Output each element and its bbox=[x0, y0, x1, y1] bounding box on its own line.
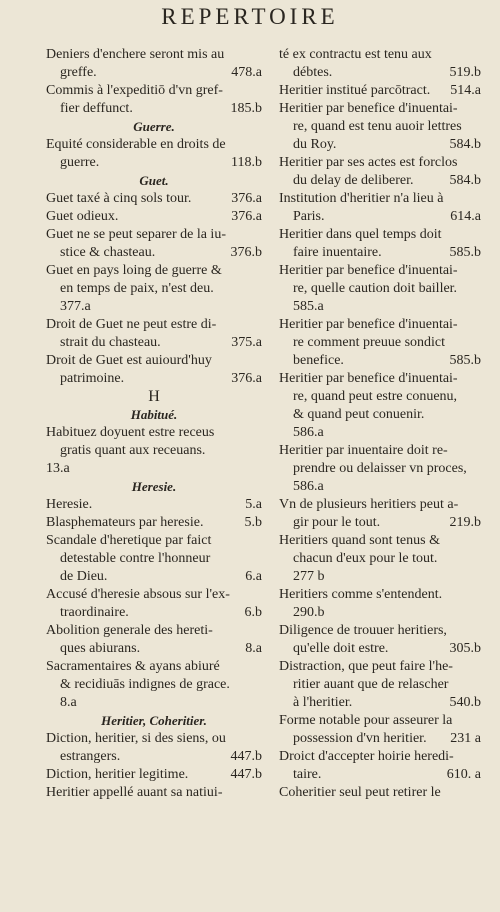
entry-text: du delay de deliberer. bbox=[293, 173, 414, 188]
index-entry bbox=[46, 298, 262, 316]
index-entry bbox=[279, 172, 481, 190]
right-index-column bbox=[279, 46, 481, 802]
folio-reference: 305.b bbox=[449, 641, 481, 656]
entry-text: à l'heritier. bbox=[293, 695, 353, 710]
index-entry bbox=[46, 226, 262, 244]
entry-text: Heresie. bbox=[131, 479, 177, 494]
entry-text: débtes. bbox=[293, 65, 333, 80]
index-entry bbox=[279, 406, 481, 424]
folio-reference: 585.b bbox=[449, 245, 481, 260]
index-entry bbox=[46, 586, 262, 604]
entry-text: Coheritier seul peut retirer le bbox=[279, 785, 441, 800]
folio-reference: 375.a bbox=[231, 335, 262, 350]
folio-reference: 478.a bbox=[231, 65, 262, 80]
index-entry bbox=[46, 532, 262, 550]
index-entry bbox=[279, 586, 481, 604]
entry-text: Habituez doyuent estre receus bbox=[46, 425, 215, 440]
entry-text: Diction, heritier legitime. bbox=[46, 767, 189, 782]
entry-text: prendre ou delaisser vn proces, bbox=[293, 461, 467, 476]
index-entry bbox=[279, 424, 481, 442]
entry-text: patrimoine. bbox=[60, 371, 125, 386]
index-entry bbox=[46, 244, 262, 262]
entry-text: gratis quant aux receuans. bbox=[60, 443, 206, 458]
index-entry bbox=[279, 334, 481, 352]
entry-text: Heritiers quand sont tenus & bbox=[279, 533, 440, 548]
entry-text: ques abiurans. bbox=[60, 641, 141, 656]
entry-text: du Roy. bbox=[293, 137, 337, 152]
entry-text: Heritier institué parcōtract. bbox=[279, 83, 431, 98]
index-entry bbox=[46, 352, 262, 370]
folio-reference: 185.b bbox=[230, 101, 262, 116]
index-entry bbox=[279, 694, 481, 712]
index-entry bbox=[279, 514, 481, 532]
index-entry bbox=[279, 748, 481, 766]
entry-text: Guet. bbox=[139, 173, 169, 188]
entry-text: taire. bbox=[293, 767, 322, 782]
index-entry bbox=[279, 136, 481, 154]
running-head: REPERTOIRE bbox=[161, 4, 339, 29]
entry-text: benefice. bbox=[293, 353, 344, 368]
entry-text: Blasphemateurs par heresie. bbox=[46, 515, 204, 530]
entry-text: Accusé d'heresie absous sur l'ex- bbox=[46, 587, 230, 602]
entry-text: Vn de plusieurs heritiers peut a- bbox=[279, 497, 459, 512]
folio-reference: 376.a bbox=[231, 191, 262, 206]
entry-text: Droit de Guet est auiourd'huy bbox=[46, 353, 212, 368]
index-entry bbox=[46, 316, 262, 334]
index-entry bbox=[279, 64, 481, 82]
entry-text: Deniers d'enchere seront mis au bbox=[46, 47, 225, 62]
index-entry bbox=[279, 712, 481, 730]
entry-text: Droit de Guet ne peut estre di- bbox=[46, 317, 217, 332]
folio-reference: 447.b bbox=[230, 767, 262, 782]
index-entry bbox=[279, 262, 481, 280]
index-entry bbox=[279, 298, 481, 316]
index-entry bbox=[46, 46, 262, 64]
folio-reference: 5.b bbox=[244, 515, 262, 530]
folio-reference: 118.b bbox=[231, 155, 262, 170]
folio-reference: 5.a bbox=[245, 497, 262, 512]
entry-text: greffe. bbox=[60, 65, 97, 80]
index-entry bbox=[46, 604, 262, 622]
index-entry bbox=[46, 784, 262, 802]
folio-reference: 8.a bbox=[245, 641, 262, 656]
entry-text: 277 b bbox=[293, 569, 325, 584]
entry-text: Guet ne se peut separer de la iu- bbox=[46, 227, 226, 242]
entry-text: de Dieu. bbox=[60, 569, 108, 584]
index-entry bbox=[279, 244, 481, 262]
index-heading bbox=[46, 118, 262, 136]
entry-text: Diligence de trouuer heritiers, bbox=[279, 623, 447, 638]
index-entry bbox=[279, 766, 481, 784]
index-entry bbox=[46, 640, 262, 658]
folio-reference: 376.a bbox=[231, 209, 262, 224]
entry-text: qu'elle doit estre. bbox=[293, 641, 389, 656]
index-entry bbox=[46, 658, 262, 676]
index-heading bbox=[46, 712, 262, 730]
left-index-column bbox=[46, 46, 262, 802]
entry-text: 13.a bbox=[46, 461, 70, 476]
index-entry bbox=[279, 118, 481, 136]
entry-text: Heritier par ses actes est forclos bbox=[279, 155, 458, 170]
entry-text: re, quand peut estre conuenu, bbox=[293, 389, 458, 404]
index-entry bbox=[279, 208, 481, 226]
index-heading bbox=[46, 478, 262, 496]
index-entry bbox=[46, 64, 262, 82]
index-entry bbox=[46, 766, 262, 784]
entry-text: 585.a bbox=[293, 299, 324, 314]
folio-reference: 514.a bbox=[450, 83, 481, 98]
index-entry bbox=[46, 514, 262, 532]
folio-reference: 376.b bbox=[230, 245, 262, 260]
folio-reference: 6.b bbox=[244, 605, 262, 620]
entry-text: H bbox=[148, 388, 160, 405]
entry-text: Heritier appellé auant sa natiui- bbox=[46, 785, 223, 800]
entry-text: Paris. bbox=[293, 209, 325, 224]
entry-text: Diction, heritier, si des siens, ou bbox=[46, 731, 226, 746]
folio-reference: 219.b bbox=[449, 515, 481, 530]
entry-text: Heritier dans quel temps doit bbox=[279, 227, 442, 242]
index-entry bbox=[46, 280, 262, 298]
index-entry bbox=[279, 388, 481, 406]
index-entry bbox=[279, 640, 481, 658]
folio-reference: 584.b bbox=[449, 137, 481, 152]
index-entry bbox=[279, 784, 481, 802]
entry-text: chacun d'eux pour le tout. bbox=[293, 551, 438, 566]
index-heading bbox=[46, 406, 262, 424]
index-entry bbox=[46, 676, 262, 694]
entry-text: 377.a bbox=[60, 299, 91, 314]
index-entry bbox=[46, 694, 262, 712]
index-entry bbox=[46, 748, 262, 766]
entry-text: Guet taxé à cinq sols tour. bbox=[46, 191, 192, 206]
entry-text: Heresie. bbox=[46, 497, 93, 512]
index-entry bbox=[46, 442, 262, 460]
entry-text: Heritier par inuentaire doit re- bbox=[279, 443, 448, 458]
index-entry bbox=[46, 100, 262, 118]
index-entry bbox=[279, 658, 481, 676]
index-entry bbox=[279, 496, 481, 514]
entry-text: strait du chasteau. bbox=[60, 335, 161, 350]
entry-text: Heritier par benefice d'inuentai- bbox=[279, 101, 458, 116]
index-entry bbox=[279, 604, 481, 622]
entry-text: re, quelle caution doit bailler. bbox=[293, 281, 458, 296]
entry-text: en temps de paix, n'est deu. bbox=[60, 281, 214, 296]
index-letter bbox=[46, 388, 262, 406]
index-entry bbox=[46, 622, 262, 640]
index-entry bbox=[279, 280, 481, 298]
index-entry bbox=[279, 676, 481, 694]
index-entry bbox=[279, 550, 481, 568]
index-entry bbox=[279, 190, 481, 208]
entry-text: gir pour le tout. bbox=[293, 515, 381, 530]
entry-text: Heritier par benefice d'inuentai- bbox=[279, 317, 458, 332]
index-entry bbox=[46, 460, 262, 478]
index-entry bbox=[46, 730, 262, 748]
entry-text: 586.a bbox=[293, 425, 324, 440]
entry-text: té ex contractu est tenu aux bbox=[279, 47, 432, 62]
entry-text: detestable contre l'honneur bbox=[60, 551, 211, 566]
entry-text: Distraction, que peut faire l'he- bbox=[279, 659, 453, 674]
entry-text: Sacramentaires & ayans abiuré bbox=[46, 659, 220, 674]
folio-reference: 614.a bbox=[450, 209, 481, 224]
entry-text: Commis à l'expeditiō d'vn gref- bbox=[46, 83, 223, 98]
index-entry bbox=[46, 208, 262, 226]
entry-text: Equité considerable en droits de bbox=[46, 137, 226, 152]
folio-reference: 584.b bbox=[449, 173, 481, 188]
index-entry bbox=[46, 334, 262, 352]
index-heading bbox=[46, 172, 262, 190]
entry-text: stice & chasteau. bbox=[60, 245, 156, 260]
folio-reference: 447.b bbox=[230, 749, 262, 764]
entry-text: Guet en pays loing de guerre & bbox=[46, 263, 222, 278]
entry-text: Heritier, Coheritier. bbox=[101, 713, 207, 728]
entry-text: 290.b bbox=[293, 605, 325, 620]
index-entry bbox=[279, 316, 481, 334]
entry-text: re comment preuue sondict bbox=[293, 335, 446, 350]
entry-text: Guet odieux. bbox=[46, 209, 119, 224]
index-entry bbox=[46, 424, 262, 442]
entry-text: traordinaire. bbox=[60, 605, 129, 620]
index-entry bbox=[279, 478, 481, 496]
index-entry bbox=[279, 442, 481, 460]
entry-text: & recidiuās indignes de grace. bbox=[60, 677, 230, 692]
index-entry bbox=[46, 82, 262, 100]
entry-text: faire inuentaire. bbox=[293, 245, 382, 260]
entry-text: Droict d'accepter hoirie heredi- bbox=[279, 749, 454, 764]
entry-text: Institution d'heritier n'a lieu à bbox=[279, 191, 444, 206]
index-entry bbox=[279, 226, 481, 244]
entry-text: re, quand est tenu auoir lettres bbox=[293, 119, 462, 134]
entry-text: 586.a bbox=[293, 479, 324, 494]
entry-text: Forme notable pour asseurer la bbox=[279, 713, 453, 728]
index-entry bbox=[46, 154, 262, 172]
index-entry bbox=[46, 550, 262, 568]
index-entry bbox=[46, 190, 262, 208]
index-entry bbox=[279, 352, 481, 370]
entry-text: Heritier par benefice d'inuentai- bbox=[279, 263, 458, 278]
index-entry bbox=[46, 136, 262, 154]
folio-reference: 585.b bbox=[449, 353, 481, 368]
entry-text: estrangers. bbox=[60, 749, 121, 764]
folio-reference: 376.a bbox=[231, 371, 262, 386]
entry-text: fier deffunct. bbox=[60, 101, 133, 116]
entry-text: Abolition generale des hereti- bbox=[46, 623, 213, 638]
index-entry bbox=[279, 370, 481, 388]
index-entry bbox=[46, 568, 262, 586]
index-entry bbox=[279, 730, 481, 748]
entry-text: & quand peut conuenir. bbox=[293, 407, 425, 422]
index-entry bbox=[279, 82, 481, 100]
entry-text: Heritiers comme s'entendent. bbox=[279, 587, 443, 602]
entry-text: Habitué. bbox=[130, 407, 178, 422]
entry-text: 8.a bbox=[60, 695, 77, 710]
entry-text: guerre. bbox=[60, 155, 100, 170]
folio-reference: 610. a bbox=[446, 767, 481, 782]
entry-text: possession d'vn heritier. bbox=[293, 731, 427, 746]
entry-text: Scandale d'heretique par faict bbox=[46, 533, 212, 548]
index-entry bbox=[279, 460, 481, 478]
index-entry bbox=[279, 46, 481, 64]
entry-text: ritier auant que de relascher bbox=[293, 677, 449, 692]
folio-reference: 231 a bbox=[450, 731, 481, 746]
index-entry bbox=[279, 100, 481, 118]
index-entry bbox=[279, 154, 481, 172]
index-entry bbox=[46, 370, 262, 388]
entry-text: Heritier par benefice d'inuentai- bbox=[279, 371, 458, 386]
folio-reference: 6.a bbox=[245, 569, 262, 584]
index-entry bbox=[46, 262, 262, 280]
index-entry bbox=[46, 496, 262, 514]
entry-text: Guerre. bbox=[133, 119, 175, 134]
index-entry bbox=[279, 532, 481, 550]
index-entry bbox=[279, 568, 481, 586]
index-entry bbox=[279, 622, 481, 640]
folio-reference: 519.b bbox=[449, 65, 481, 80]
folio-reference: 540.b bbox=[449, 695, 481, 710]
